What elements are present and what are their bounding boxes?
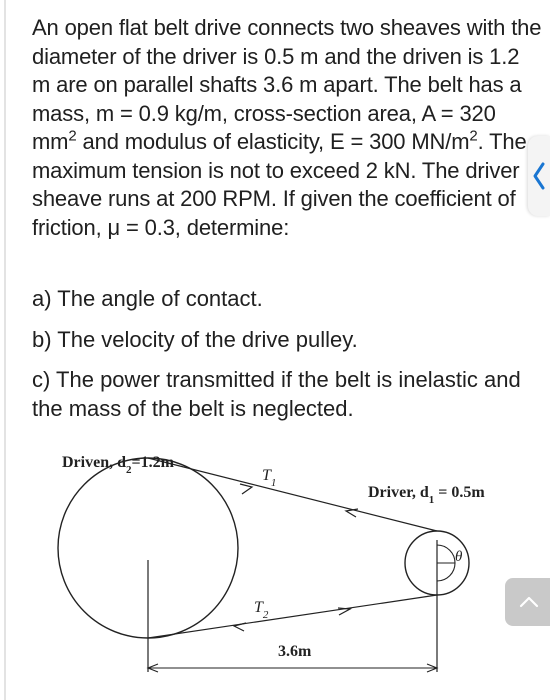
problem-text-part-a: An open flat belt drive connects two sheaves with the diameter of the driver is 0.5 m and the driven is 1.2 m are on parallel shafts 3.6 m apart. The belt has a mass, m = 0.9 kg/m, cross-section area, A = 320 mm xyxy=(32,15,542,154)
question-parts xyxy=(32,285,542,435)
angle-label: θ xyxy=(455,549,463,565)
problem-statement xyxy=(32,14,542,242)
belt-slack-side xyxy=(148,595,437,638)
belt-drive-diagram xyxy=(0,440,550,700)
chevron-left-icon xyxy=(528,136,550,216)
tension-t2-label: $T_2$ xyxy=(254,599,269,621)
chevron-up-icon xyxy=(505,578,550,626)
problem-text-part-b: and modulus of elasticity, E = 300 MN/m xyxy=(76,129,470,154)
modulus-exponent: 2 xyxy=(469,127,478,145)
tight-arrow-left xyxy=(240,484,252,494)
center-distance-label: 3.6m xyxy=(278,643,312,660)
driver-label: Driver, $d_1 = 0.5m$ xyxy=(368,484,485,506)
part-c: c) The power transmitted if the belt is inelastic and the mass of the belt is neglected. xyxy=(32,367,521,421)
part-b: b) The velocity of the drive pulley. xyxy=(32,326,358,352)
area-exponent: 2 xyxy=(68,127,77,145)
side-panel-toggle[interactable] xyxy=(528,136,550,216)
problem-text-part-c: . The maximum tension is not to exceed 2 kN. The driver sheave runs at 200 RPM. If given the coefficient of friction, μ = 0.3, determine: xyxy=(32,129,527,240)
scroll-to-top-button[interactable] xyxy=(505,578,550,626)
driven-label: Driven, $d_2=1.2m$ xyxy=(62,454,174,476)
problem-text xyxy=(32,14,542,242)
tension-t1-label: $T_1$ xyxy=(262,467,277,489)
part-a: a) The angle of contact. xyxy=(32,286,263,311)
